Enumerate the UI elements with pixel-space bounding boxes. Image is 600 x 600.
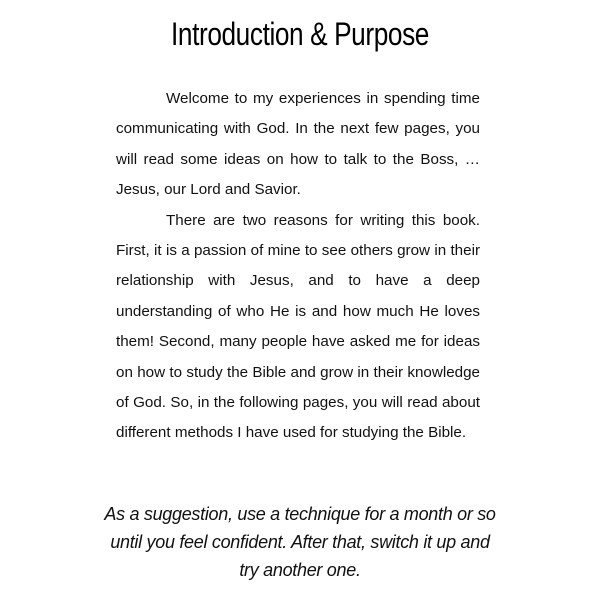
purpose-paragraph: There are two reasons for writing this book. First, it is a passion of mine to see others grow in their relationship with Jesus, and to have a deep understanding of who He is and how much He loves them! Second, many people have asked me for ideas on how to study the Bible and grow in their knowledge of God. So, in the following pages, you will read about different methods I have used for studying the Bible. [116, 211, 480, 442]
body-text [116, 84, 480, 449]
intro-paragraph: Welcome to my experiences in spending time communicating with God. In the next few pages, you will read some ideas on how to talk to the Boss, …Jesus, our Lord and Savior. [116, 90, 480, 199]
suggestion-quote: As a suggestion, use a technique for a month or so until you feel confident. After that, switch it up and try another one. [104, 504, 496, 580]
page-title: Introduction & Purpose [171, 16, 429, 52]
